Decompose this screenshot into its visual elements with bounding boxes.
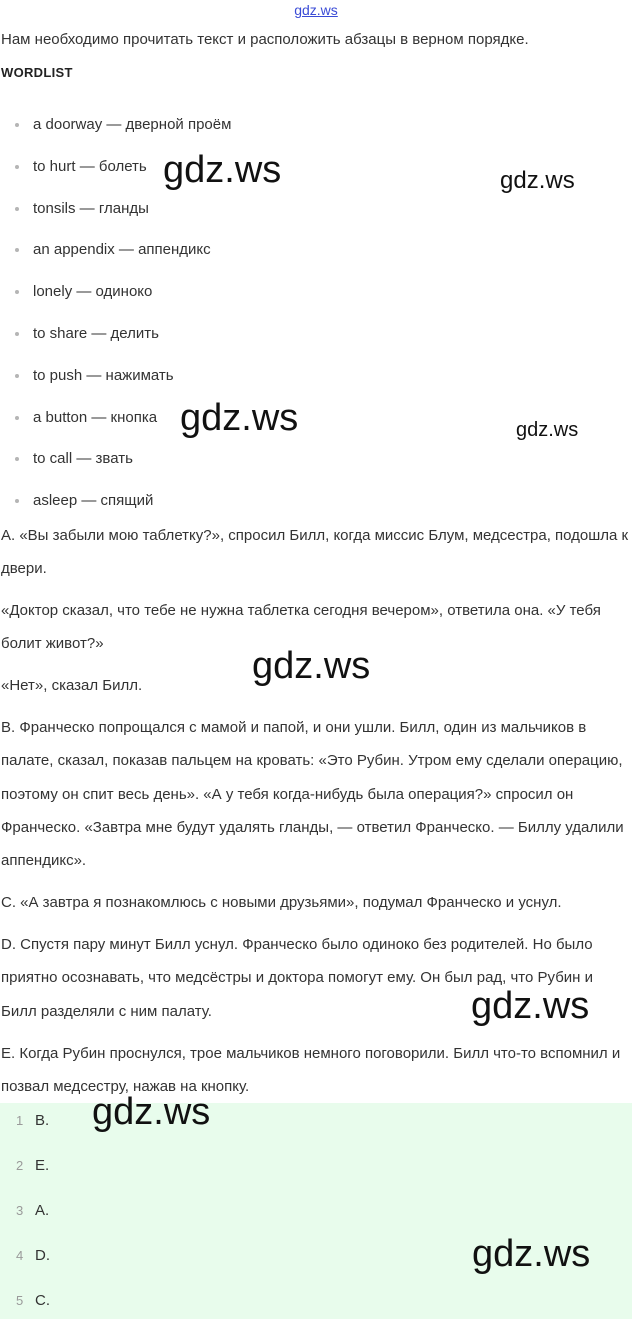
wordlist-item: asleep — спящий	[0, 480, 231, 522]
watermark: gdz.ws	[472, 1233, 591, 1275]
bullet-icon	[15, 207, 19, 211]
bullet-icon	[15, 165, 19, 169]
wordlist-item: to push — нажимать	[0, 355, 231, 397]
wordlist-item: to call — звать	[0, 438, 231, 480]
bullet-icon	[15, 248, 19, 252]
bullet-icon	[15, 290, 19, 294]
wordlist-item: to hurt — болеть	[0, 146, 231, 188]
watermark: gdz.ws	[500, 167, 575, 194]
wordlist-item: to share — делить	[0, 313, 231, 355]
paragraph-b: B. Франческо попрощался с мамой и папой, и они ушли. Билл, один из мальчиков в палате, сказал, показав пальцем на кровать: «Это Рубин. Утром ему сделали операцию, поэтому он спит весь день». «А у тебя когда-нибудь была операция?» спросил он Франческо. «Завтра мне будут удалять гланды, — ответил Франческо. — Биллу удалили аппендикс».	[1, 719, 624, 870]
watermark: gdz.ws	[516, 419, 579, 441]
paragraph-a: A. «Вы забыли мою таблетку?», спросил Билл, когда миссис Блум, медсестра, подошла к двери.	[1, 527, 629, 578]
paragraph-c: C. «А завтра я познакомлюсь с новыми друзьями», подумал Франческо и уснул.	[1, 894, 562, 911]
wordlist-item: a button — кнопка	[0, 397, 231, 439]
paragraph-a-reply: «Доктор сказал, что тебе не нужна таблетка сегодня вечером», ответила она. «У тебя болит живот?»	[1, 602, 601, 653]
bullet-icon	[15, 457, 19, 461]
bullet-icon	[15, 499, 19, 503]
bullet-icon	[15, 332, 19, 336]
site-link[interactable]: gdz.ws	[294, 2, 338, 18]
bullet-icon	[15, 123, 19, 127]
watermark: gdz.ws	[471, 985, 590, 1027]
paragraph-e: E. Когда Рубин проснулся, трое мальчиков немного поговорили. Билл что-то вспомнил и позвал медсестру, нажав на кнопку.	[1, 1045, 621, 1096]
wordlist-title: WORDLIST	[1, 65, 73, 80]
watermark: gdz.ws	[180, 397, 299, 439]
wordlist-item: lonely — одиноко	[0, 271, 231, 313]
wordlist-item: tonsils — гланды	[0, 188, 231, 230]
wordlist-item: a doorway — дверной проём	[0, 104, 231, 146]
answer-box: 1 B. 2 E. 3 A. 4 D. 5 C.	[0, 1103, 632, 1319]
paragraph-a-end: «Нет», сказал Билл.	[1, 677, 143, 694]
watermark: gdz.ws	[252, 645, 371, 687]
bullet-icon	[15, 416, 19, 420]
task-intro: Нам необходимо прочитать текст и расположить абзацы в верном порядке.	[1, 31, 529, 48]
paragraph-d: D. Спустя пару минут Билл уснул. Франческо было одиноко без родителей. Но было приятно осознавать, что медсёстры и доктора помогут ему. Он был рад, что Рубин и Билл разделяли с ним палату.	[1, 936, 593, 1020]
watermark: gdz.ws	[92, 1091, 211, 1133]
wordlist-item: an appendix — аппендикс	[0, 229, 231, 271]
watermark: gdz.ws	[163, 149, 282, 191]
bullet-icon	[15, 374, 19, 378]
